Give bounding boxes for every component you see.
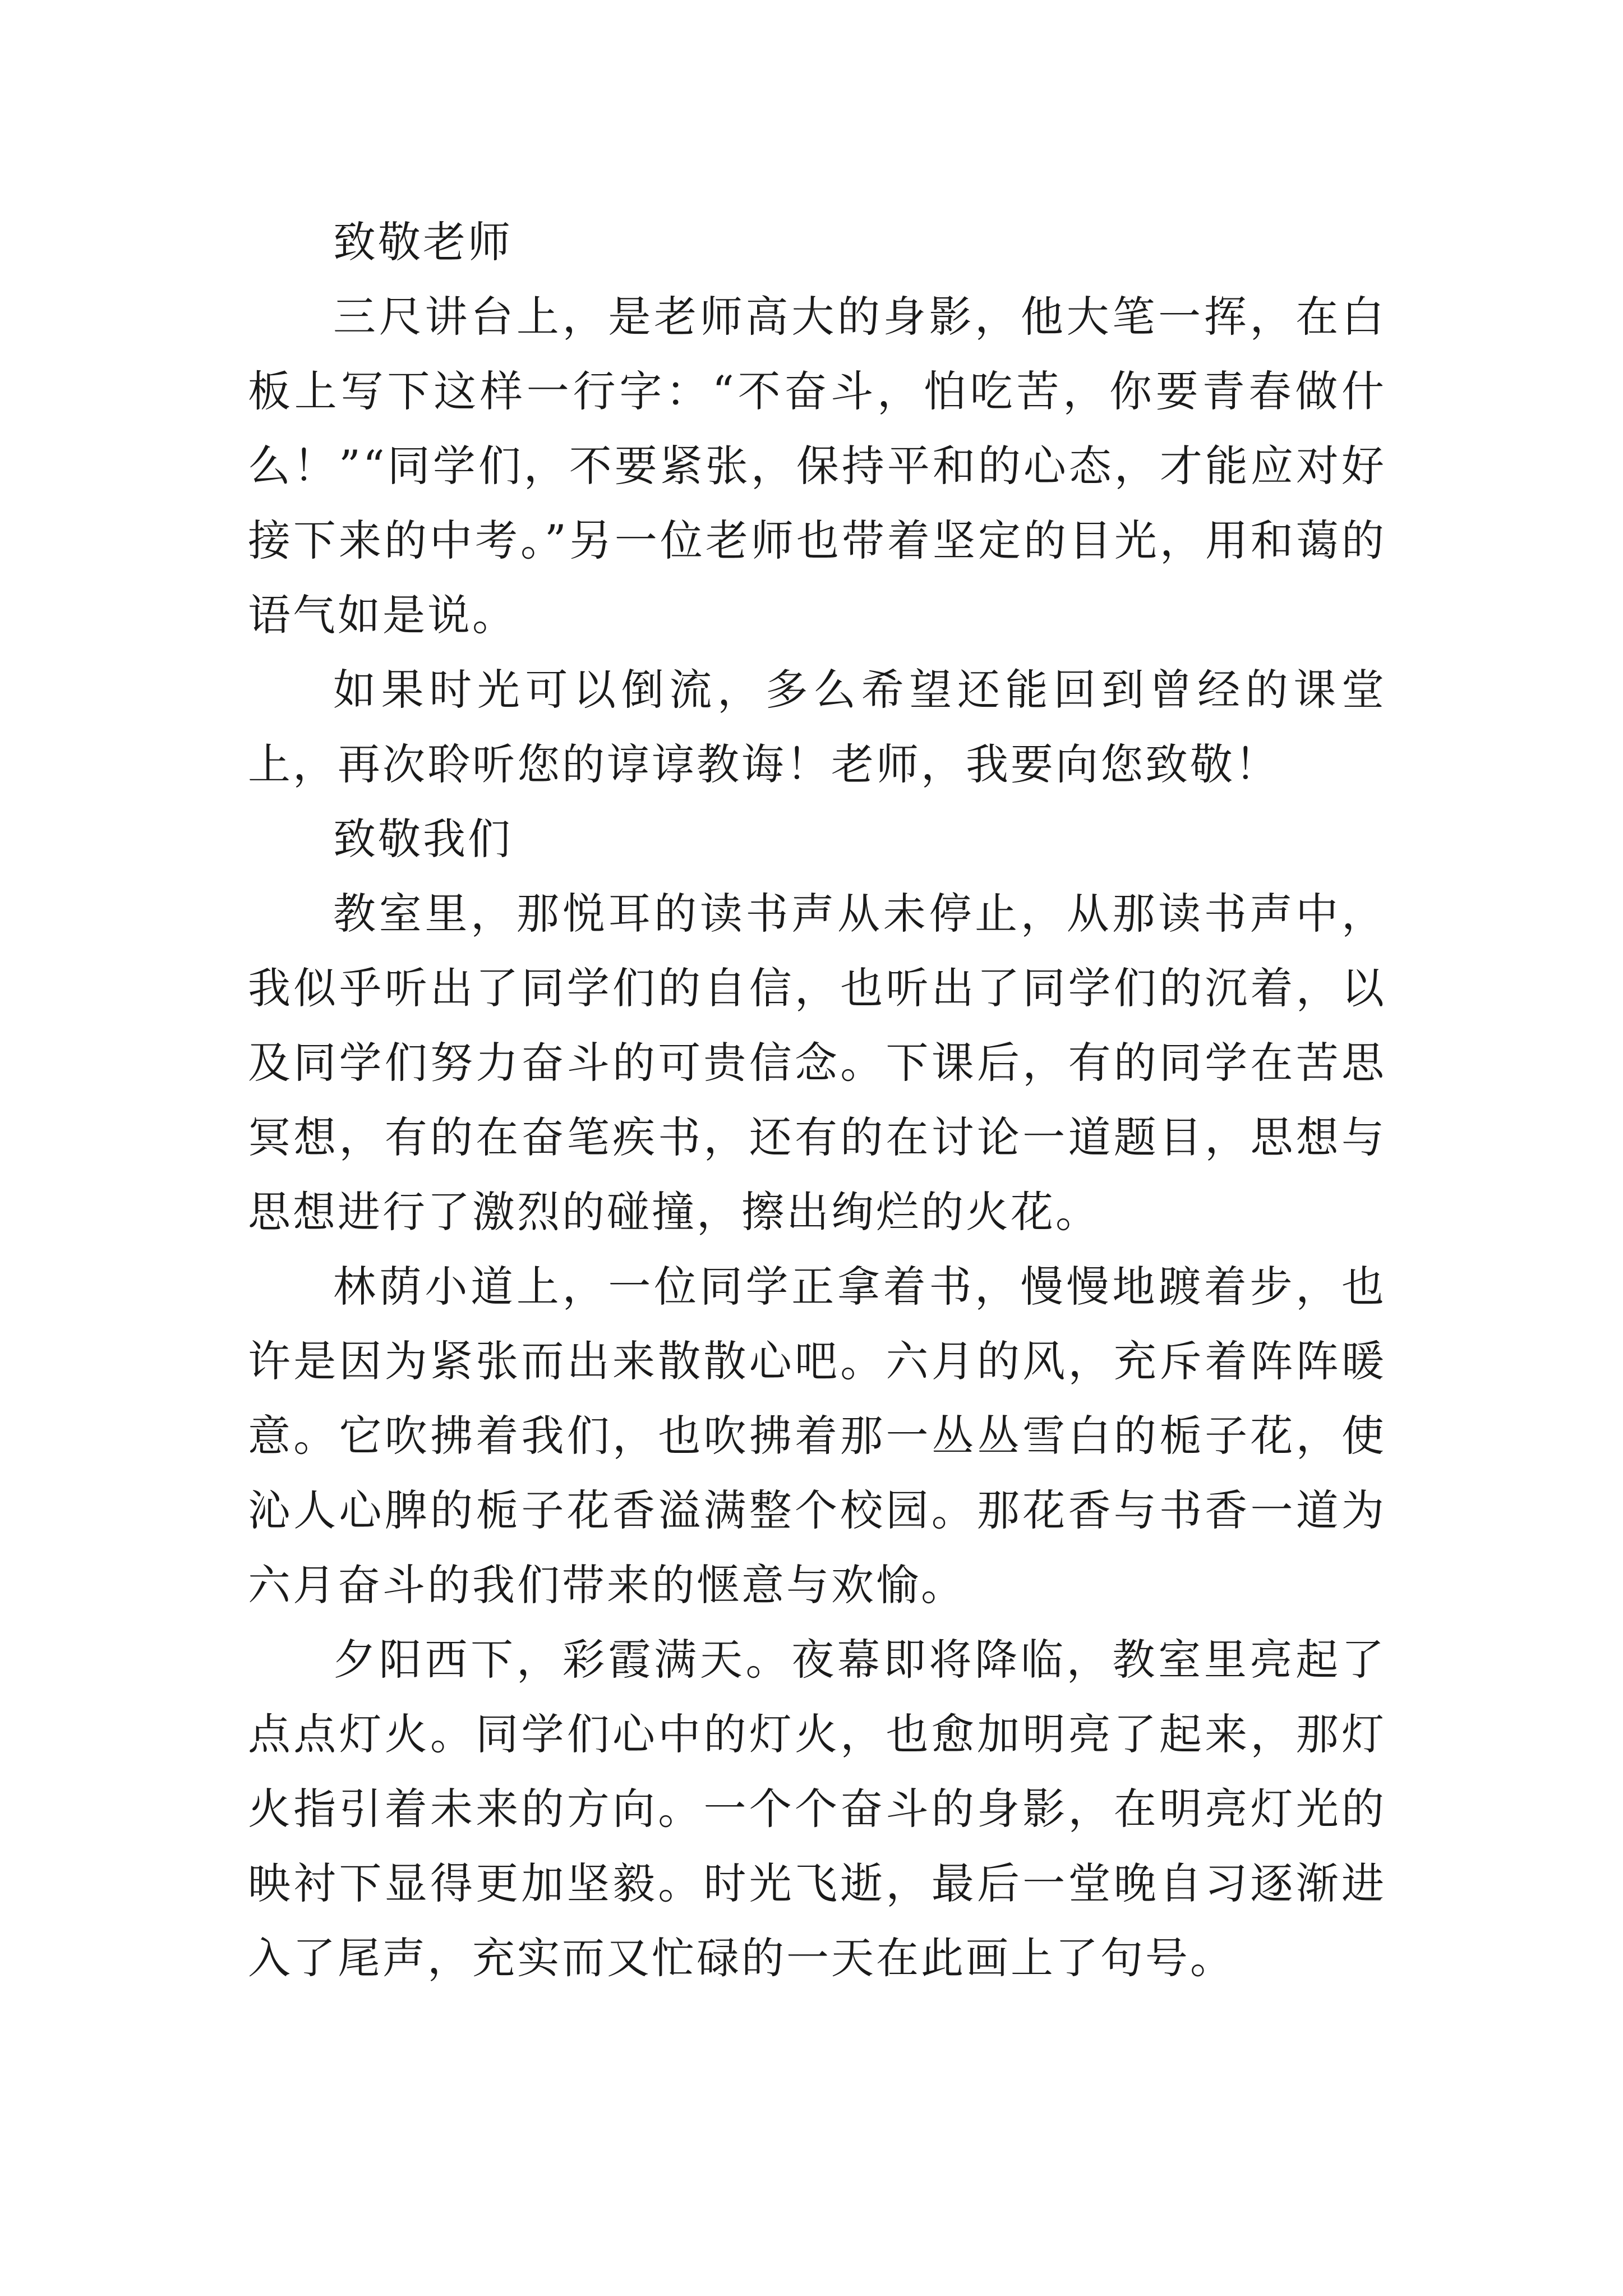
paragraph-5: 夕阳西下，彩霞满天。夜幕即将降临，教室里亮起了点点灯火。同学们心中的灯火，也愈加明亮了起来，那灯火指引着未来的方向。一个个奋斗的身影，在明亮灯光的映衬下显得更加坚毅。时光飞逝，最后一堂晚自习逐渐进入了尾声，充实而又忙碌的一天在此画上了句号。 [248, 1635, 1386, 1983]
document-body [248, 205, 1386, 1995]
section-heading-teacher: 致敬老师 [333, 217, 513, 267]
paragraph-2: 如果时光可以倒流，多么希望还能回到曾经的课堂上，再次聆听您的谆谆教诲！老师，我要向您致敬！ [248, 665, 1386, 789]
paragraph-4: 林荫小道上，一位同学正拿着书，慢慢地踱着步，也许是因为紧张而出来散散心吧。六月的风，充斥着阵阵暖意。它吹拂着我们，也吹拂着那一丛丛雪白的栀子花，使沁人心脾的栀子花香溢满整个校园。那花香与书香一道为六月奋斗的我们带来的惬意与欢愉。 [248, 1262, 1386, 1610]
paragraph-3: 教室里，那悦耳的读书声从未停止，从那读书声中，我似乎听出了同学们的自信，也听出了同学们的沉着，以及同学们努力奋斗的可贵信念。下课后，有的同学在苦思冥想，有的在奋笔疾书，还有的在讨论一道题目，思想与思想进行了激烈的碰撞，擦出绚烂的火花。 [248, 889, 1386, 1237]
section-heading-us: 致敬我们 [333, 814, 513, 864]
paragraph-1: 三尺讲台上，是老师高大的身影，他大笔一挥，在白板上写下这样一行字：“不奋斗，怕吃苦，你要青春做什么！”“同学们，不要紧张，保持平和的心态，才能应对好接下来的中考。”另一位老师也带着坚定的目光，用和蔼的语气如是说。 [248, 292, 1386, 640]
